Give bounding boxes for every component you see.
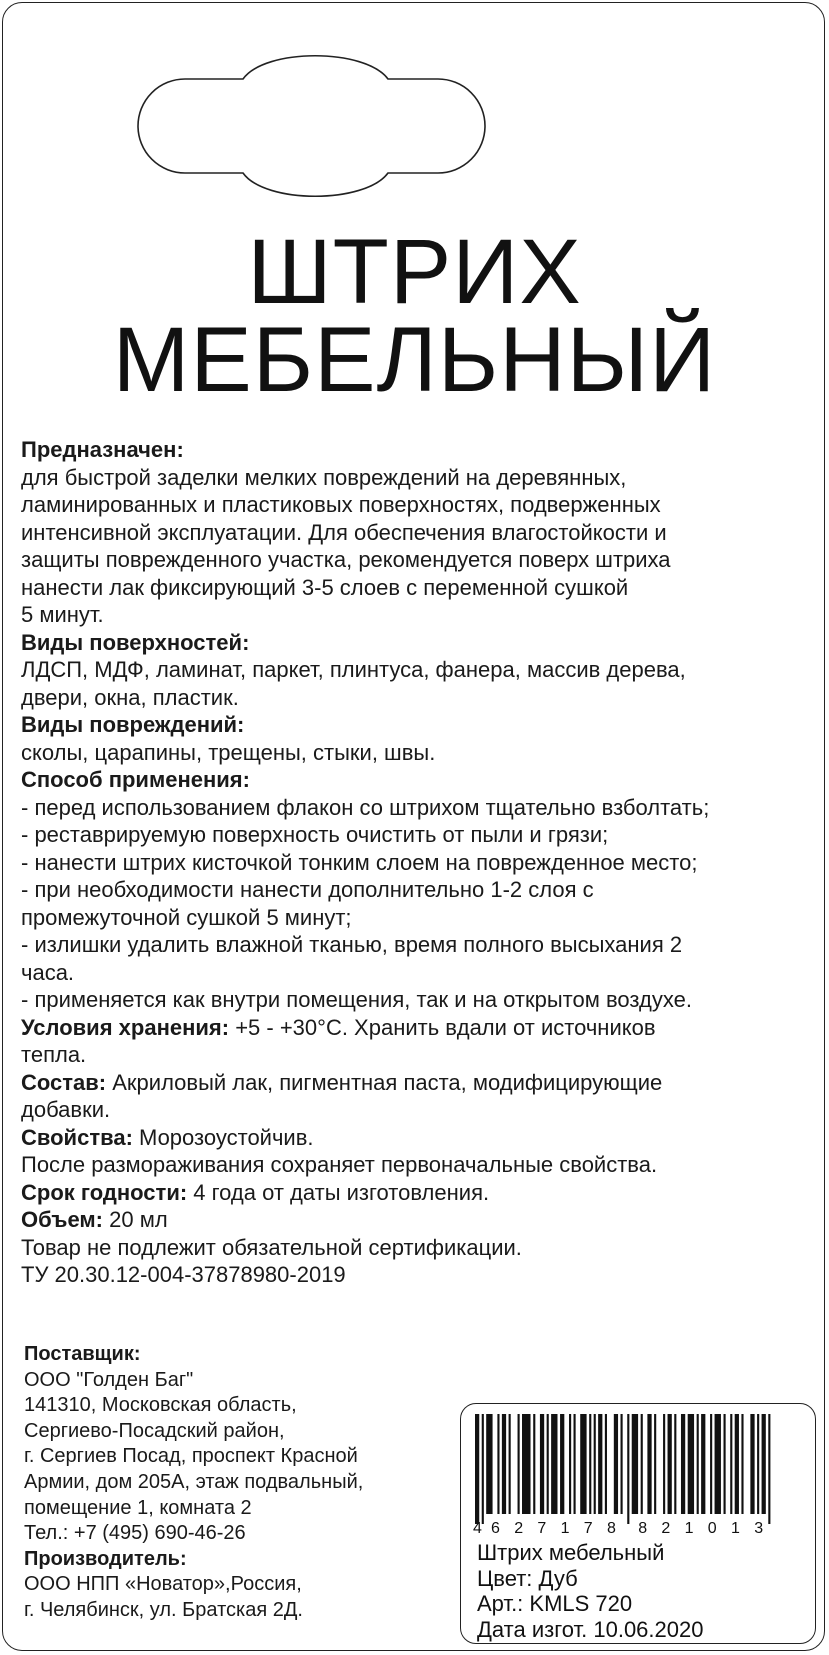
supplier-line: Армии, дом 205А, этаж подвальный, bbox=[24, 1470, 364, 1493]
properties-extra: После размораживания сохраняет первоначальные свойства. bbox=[21, 1152, 658, 1177]
composition-label: Состав: bbox=[21, 1069, 107, 1095]
barcode-bar bbox=[697, 1414, 699, 1514]
barcode-digit: 2 bbox=[514, 1520, 524, 1537]
composition-text: Акриловый лак, пигментная паста, модифицирующие добавки. bbox=[21, 1069, 663, 1122]
barcode-bar bbox=[497, 1414, 499, 1514]
product-title-line2: МЕБЕЛЬНЫЙ bbox=[112, 309, 717, 411]
barcode-bar bbox=[710, 1414, 712, 1514]
tu-code: ТУ 20.30.12-004-37878980-2019 bbox=[21, 1262, 346, 1287]
barcode-bar bbox=[475, 1414, 479, 1524]
barcode-bar bbox=[518, 1414, 520, 1514]
supplier-label: Поставщик: bbox=[24, 1343, 141, 1365]
barcode-bar bbox=[757, 1414, 759, 1514]
barcode-digit: 1 bbox=[560, 1520, 570, 1537]
method-label: Способ применения: bbox=[21, 767, 250, 792]
barcode-bar bbox=[741, 1414, 743, 1514]
barcode-bar bbox=[574, 1414, 576, 1514]
damage-text: сколы, царапины, трещены, стыки, швы. bbox=[21, 739, 436, 765]
barcode-bar bbox=[486, 1414, 492, 1514]
barcode-bar bbox=[540, 1414, 544, 1514]
barcode-bar bbox=[768, 1414, 770, 1524]
barcode-digit: 8 bbox=[607, 1520, 616, 1537]
barcode-digit: 3 bbox=[754, 1520, 764, 1537]
manufacturer-line: г. Челябинск, ул. Братская 2Д. bbox=[24, 1598, 303, 1621]
barcode-bar bbox=[614, 1414, 618, 1514]
barcode-digit: 0 bbox=[707, 1520, 717, 1537]
shelf-life-label: Срок годности: bbox=[21, 1179, 188, 1205]
barcode-digit: 2 bbox=[661, 1520, 671, 1537]
barcode-bar bbox=[502, 1414, 506, 1514]
storage-label: Условия хранения: bbox=[21, 1014, 230, 1040]
supplier-line: помещение 1, комната 2 bbox=[24, 1496, 252, 1519]
label-color: Цвет: Дуб bbox=[477, 1565, 578, 1591]
barcode-bar bbox=[668, 1414, 672, 1514]
barcode-bar bbox=[598, 1414, 602, 1514]
barcode-bar bbox=[594, 1414, 596, 1514]
purpose-label: Предназначен: bbox=[21, 437, 184, 462]
surfaces-label: Виды поверхностей: bbox=[21, 629, 250, 655]
barcode-bar bbox=[762, 1414, 766, 1514]
barcode-bar bbox=[621, 1414, 623, 1514]
barcode-bar bbox=[533, 1414, 535, 1514]
product-title-line1: ШТРИХ bbox=[247, 221, 582, 323]
barcode-digit: 4 bbox=[473, 1520, 482, 1537]
barcode-bar bbox=[674, 1414, 676, 1514]
barcode-bar bbox=[641, 1414, 643, 1514]
manufacturer-label: Производитель: bbox=[24, 1547, 187, 1570]
supplier-phone: Тел.: +7 (495) 690-46-26 bbox=[24, 1522, 246, 1545]
storage-text: +5 - +30°С. Хранить вдали от источников тепла. bbox=[21, 1014, 656, 1067]
shelf-life-text: 4 года от даты изготовления. bbox=[187, 1179, 490, 1205]
barcode-bar bbox=[681, 1414, 685, 1514]
damage-label: Виды повреждений: bbox=[21, 712, 245, 737]
supplier-line: ООО "Голден Баг" bbox=[24, 1368, 194, 1391]
barcode-digit: 1 bbox=[731, 1520, 740, 1537]
manufacturer-line: ООО НПП «Новатор»,Россия, bbox=[24, 1573, 302, 1596]
barcode-bar bbox=[551, 1414, 557, 1514]
volume-label: Объем: bbox=[21, 1207, 103, 1232]
barcode-bar bbox=[589, 1414, 591, 1514]
barcode-digit: 7 bbox=[537, 1520, 547, 1537]
barcode-bar bbox=[647, 1414, 651, 1514]
label-production-date: Дата изгот. 10.06.2020 bbox=[477, 1616, 704, 1642]
barcode-bar bbox=[663, 1414, 665, 1514]
barcode-bar bbox=[715, 1414, 721, 1514]
label-article: Арт.: KMLS 720 bbox=[477, 1591, 633, 1616]
product-description bbox=[21, 436, 821, 1289]
barcode-digit: 6 bbox=[491, 1520, 500, 1537]
purpose-text: для быстрой заделки мелких повреждений на деревянных, ламинированных и пластиковых поверхностях, подверженных интенсивной эксплуатации. Для обеспечения влагостойкости и защиты поврежденного участка, рекомендуется поверх штриха нанести лак фиксирующий 3-5 слоев с переменной сушкой 5 минут. bbox=[21, 464, 671, 627]
barcode-bar bbox=[688, 1414, 694, 1514]
barcode-bar bbox=[522, 1414, 531, 1514]
barcode-bar bbox=[547, 1414, 549, 1514]
barcode-digit: 8 bbox=[638, 1520, 648, 1537]
barcode-bar bbox=[509, 1414, 511, 1514]
properties-text: Морозоустойчив. bbox=[132, 1124, 314, 1150]
barcode-digit: 7 bbox=[583, 1520, 593, 1537]
supplier-line: 141310, Московская область, bbox=[24, 1394, 297, 1417]
hang-hole bbox=[0, 0, 829, 200]
method-text: - перед использованием флакон со штрихом тщательно взболтать; - реставрируемую поверхность очистить от пыли и грязи; - нанести штрих кисточкой тонким слоем на поврежденное место; - при необходимости нанести дополнительно 1-2 слоя с промежуточной сушкой 5 минут; - излишки удалить влажной тканью, время полного высыхания 2 часа. - применяется как внутри помещения, так и на открытом воздухе. bbox=[21, 794, 710, 1012]
supplier-line: г. Сергиев Посад, проспект Красной bbox=[24, 1445, 358, 1468]
barcode-bar bbox=[560, 1414, 564, 1514]
barcode-bar bbox=[724, 1414, 726, 1514]
barcode-image bbox=[475, 1414, 775, 1524]
supplier-line: Сергиево-Посадский район, bbox=[24, 1419, 285, 1442]
barcode-bar bbox=[735, 1414, 739, 1514]
barcode-bar bbox=[654, 1414, 656, 1514]
barcode-bar bbox=[632, 1414, 638, 1514]
barcode-bar bbox=[730, 1414, 732, 1514]
barcode-bar bbox=[482, 1414, 484, 1524]
barcode-bar bbox=[750, 1414, 754, 1514]
supplier-block bbox=[24, 1342, 444, 1624]
barcode-bar bbox=[627, 1414, 629, 1524]
barcode-digit: 1 bbox=[684, 1520, 694, 1537]
barcode-digits bbox=[475, 1519, 775, 1539]
label-product-name: Штрих мебельный bbox=[477, 1540, 665, 1565]
barcode-label bbox=[460, 1403, 816, 1644]
barcode-bar bbox=[701, 1414, 705, 1514]
barcode-bar bbox=[605, 1414, 607, 1514]
barcode-bar bbox=[580, 1414, 586, 1514]
barcode-bar bbox=[569, 1414, 571, 1514]
certification-note: Товар не подлежит обязательной сертификации. bbox=[21, 1234, 522, 1260]
surfaces-text: ЛДСП, МДФ, ламинат, паркет, плинтуса, фанера, массив дерева, двери, окна, пластик. bbox=[21, 657, 686, 710]
properties-label: Свойства: bbox=[21, 1124, 133, 1150]
volume-text: 20 мл bbox=[103, 1207, 168, 1232]
